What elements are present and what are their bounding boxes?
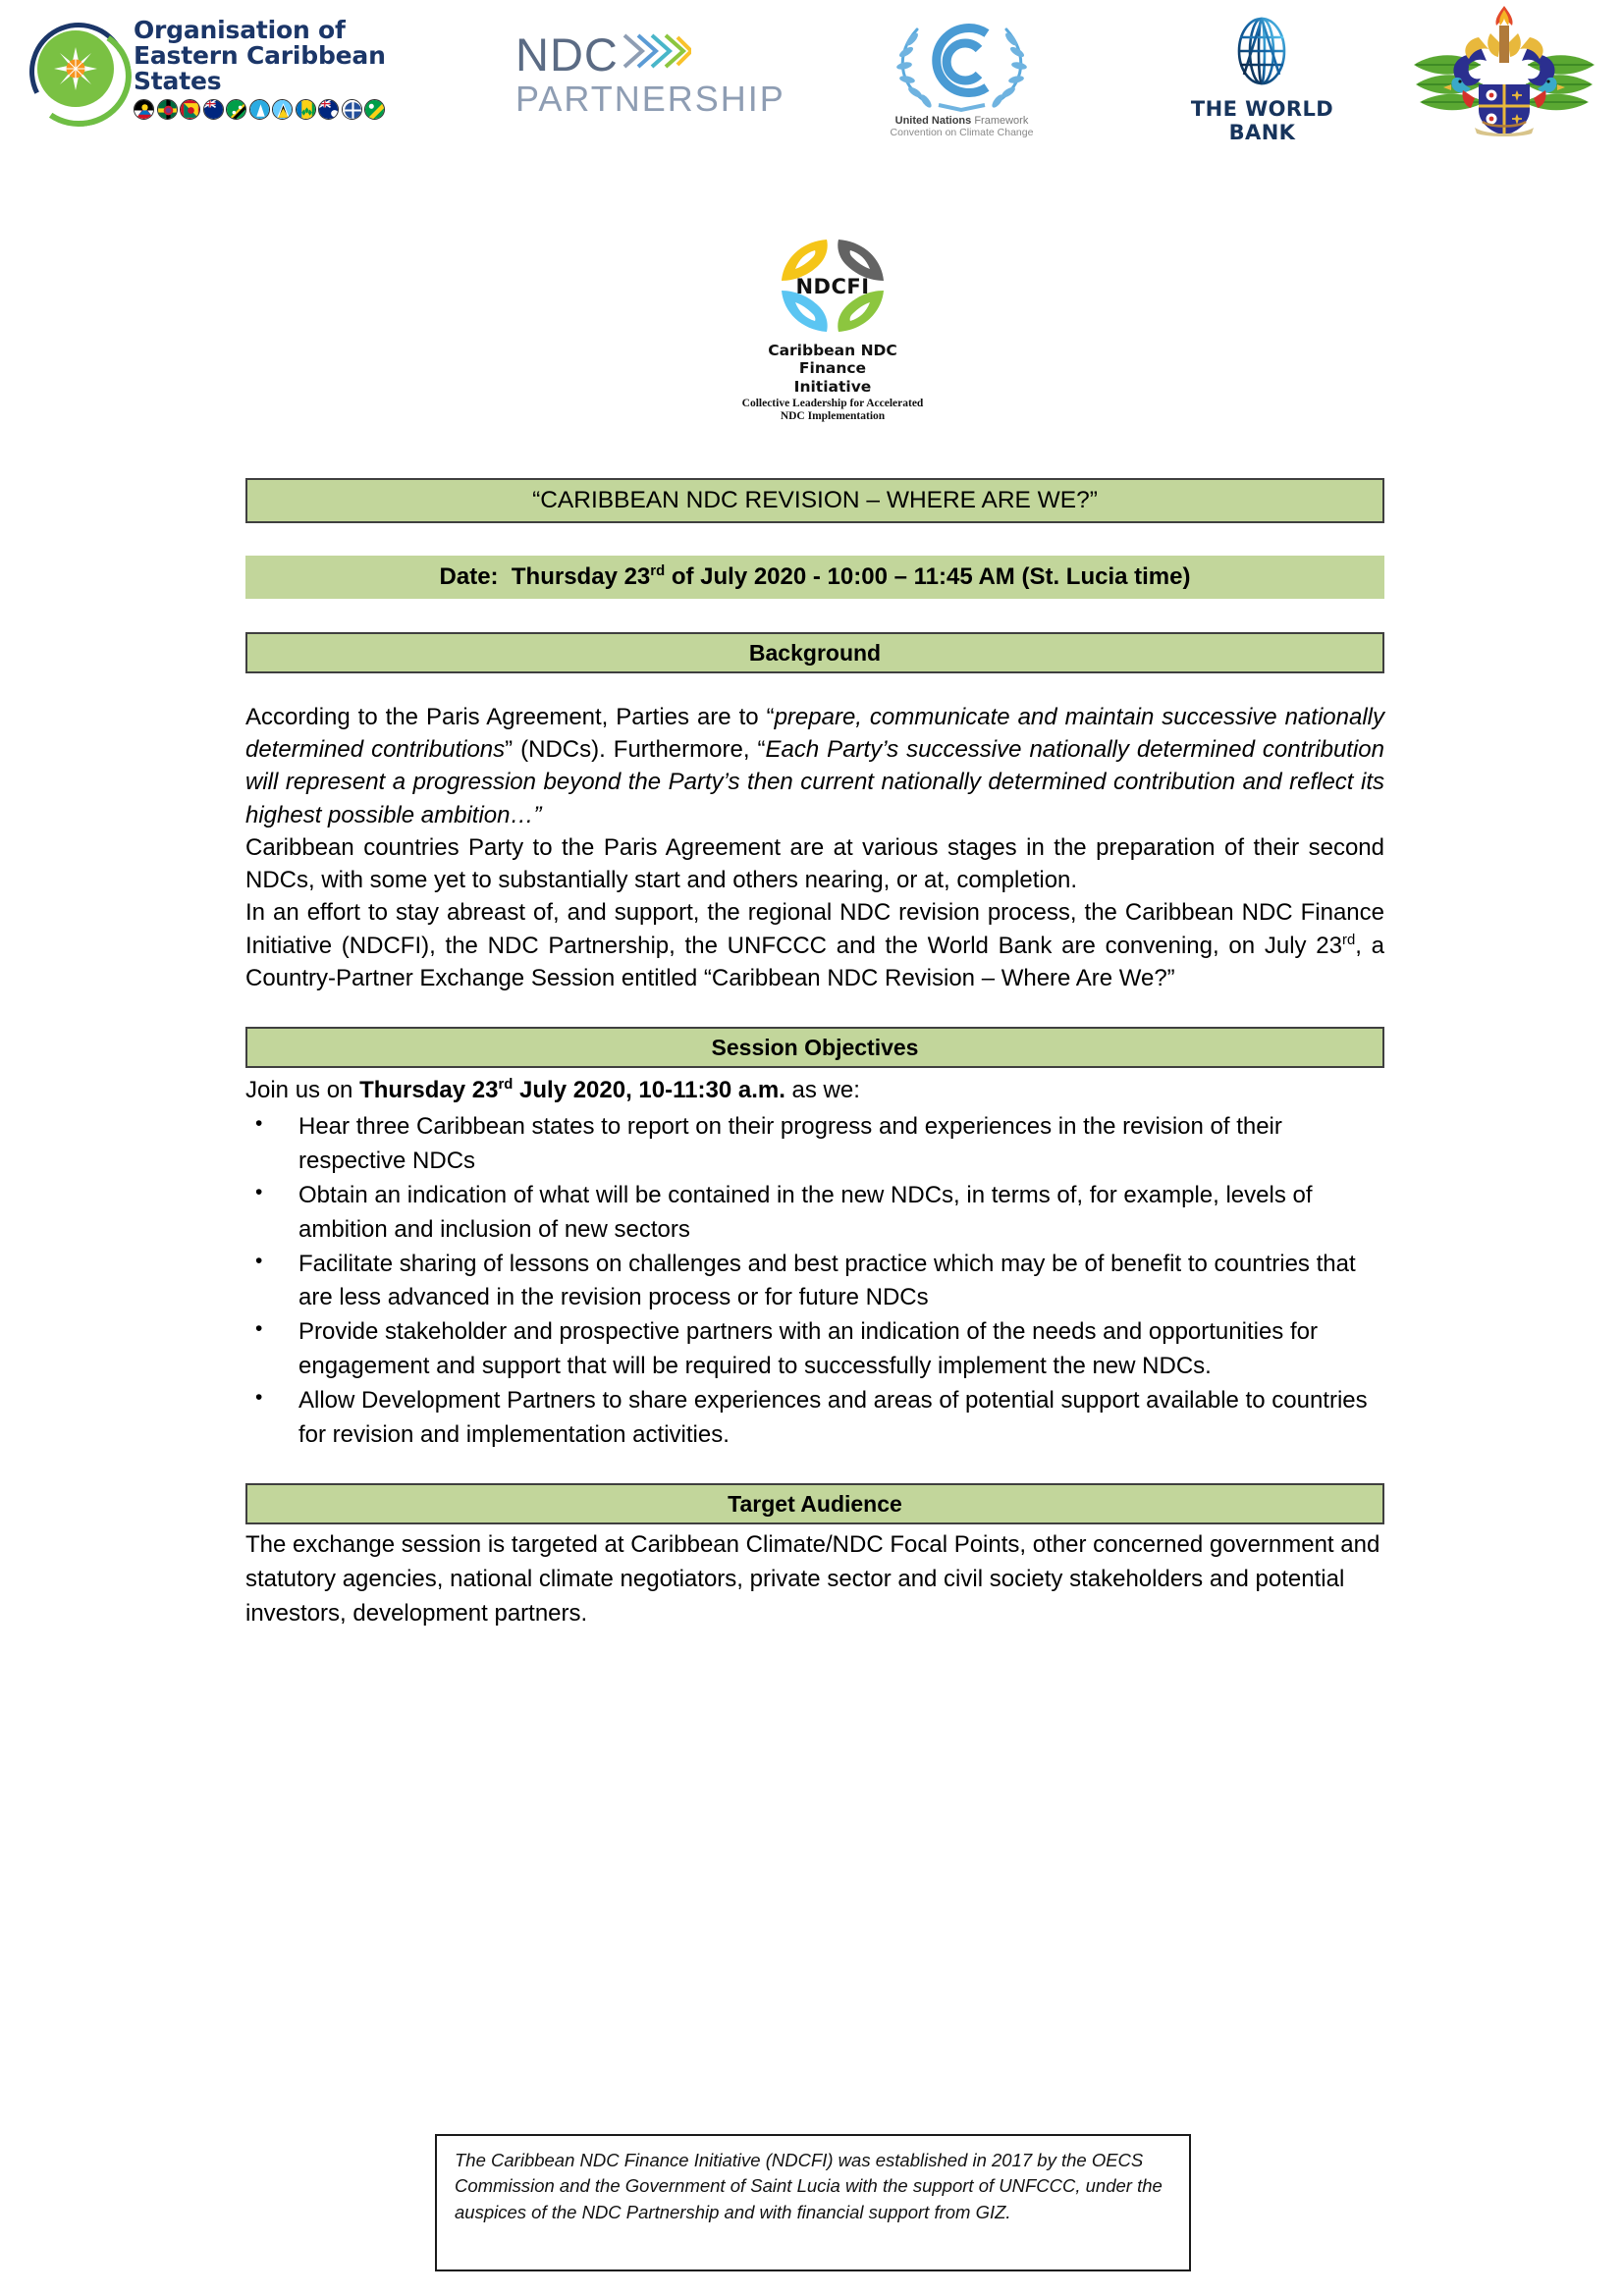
background-section: [245, 701, 1384, 994]
background-paragraph-2: Caribbean countries Party to the Paris Agreement are at various stages in the preparation of their second NDCs, with some yet to substantially start and others nearing, or at, completion.: [245, 833, 1384, 894]
ndcfi-logo: [734, 232, 931, 423]
unfccc-caption-light: Framework: [974, 115, 1029, 127]
bg-p1-part2: ” (NDCs). Furthermore, “: [505, 736, 766, 764]
session-title-band: [245, 478, 1384, 523]
flag-martinique-icon: [342, 99, 362, 120]
unfccc-logo: [856, 8, 1067, 137]
bg-p1-part3: ”: [533, 801, 542, 828]
objectives-heading-band: [245, 1027, 1384, 1068]
ndcfi-tagline-line-2: NDC Implementation: [780, 410, 886, 423]
list-item: • Obtain an indication of what will be contained in the new NDCs, in terms of, for example, levels of ambition and inclusion of new sectors: [245, 1179, 1384, 1248]
background-heading-text: Background: [748, 640, 882, 666]
audience-heading-band: [245, 1483, 1384, 1524]
background-paragraph-1: [245, 701, 1384, 831]
list-item: • Allow Development Partners to share experiences and areas of potential support available to countries for revision and implementation activities.: [245, 1384, 1384, 1453]
flag-dominica-icon: [157, 99, 178, 120]
objectives-intro-ordinal: rd: [498, 1077, 514, 1094]
audience-body-text: The exchange session is targeted at Caribbean Climate/NDC Focal Points, other concerned government and statutory agencies, national climate negotiators, private sector and civil society stakeholders and potential investors, development partners.: [245, 1531, 1380, 1627]
objectives-intro: [245, 1074, 1384, 1106]
session-title-text: “CARIBBEAN NDC REVISION – WHERE ARE WE?”: [532, 487, 1098, 513]
ndc-partnership-wordmark-ndc: NDC: [515, 27, 619, 80]
ndcfi-name-line-1: Caribbean NDC Finance: [768, 342, 897, 378]
ndcfi-name-line-2: Initiative: [793, 377, 872, 396]
bg-p3-part1: In an effort to stay abreast of, and support, the regional NDC revision process, the Caribbean NDC Finance Initiative (NDCFI), the NDC Partnership, the UNFCCC and the World Bank are convening, on July 23: [245, 899, 1384, 959]
bg-p1-quote1: prepare, communicate and maintain successive nationally determined contributions: [245, 704, 1384, 764]
objectives-list: [245, 1110, 1384, 1452]
list-item: • Hear three Caribbean states to report on their progress and experiences in the revision of their respective NDCs: [245, 1110, 1384, 1179]
bg-p3-ordinal: rd: [1342, 932, 1356, 948]
objectives-heading-text: Session Objectives: [711, 1035, 919, 1061]
flag-saint-lucia-icon: [272, 99, 293, 120]
audience-heading-text: Target Audience: [728, 1491, 902, 1518]
bg-p3-part2: , a Country-Partner Exchange Session entitled “Caribbean NDC Revision – Where Are We?”: [245, 932, 1385, 991]
bg-p1-quote2: Each Party’s successive nationally determined contribution will represent a progression beyond the Party’s then current nationally determined contribution and reflect its highest possible ambition…: [245, 736, 1384, 828]
unfccc-caption-bold: United Nations: [894, 115, 972, 127]
world-bank-logo: [1157, 14, 1368, 144]
oecs-name-line-2: Eastern Caribbean States: [134, 41, 386, 95]
flag-guadeloupe-icon: [364, 99, 385, 120]
objectives-intro-prefix: Join us on: [245, 1077, 360, 1104]
ndc-partnership-logo: [515, 29, 800, 128]
document-body: [245, 478, 1384, 1631]
unfccc-emblem-icon: [856, 8, 1067, 114]
objectives-intro-suffix: as we:: [784, 1077, 860, 1104]
objectives-intro-bold-2: July 2020, 10-11:30 a.m.: [513, 1077, 785, 1104]
world-bank-wordmark: THE WORLD BANK: [1190, 97, 1334, 144]
ndc-partnership-wordmark-partnership: PARTNERSHIP: [515, 79, 785, 119]
flag-grenada-icon: [180, 99, 200, 120]
flag-saint-kitts-nevis-icon: [226, 99, 246, 120]
list-item: • Facilitate sharing of lessons on challenges and best practice which may be of benefit to countries that are less advanced in the revision process or for future NDCs: [245, 1248, 1384, 1316]
flag-antigua-barbuda-icon: [134, 99, 154, 120]
ndcfi-tagline-line-1: Collective Leadership for Accelerated: [741, 397, 924, 409]
ndcfi-acronym: NDCFI: [795, 275, 870, 298]
coat-of-arms-icon: [1406, 4, 1602, 136]
ndcfi-petals-icon: [774, 232, 892, 340]
oecs-member-flags: [134, 99, 460, 120]
bg-p1-part1: According to the Paris Agreement, Parties are to “: [245, 704, 775, 730]
background-paragraph-3: [245, 896, 1384, 994]
background-heading-band: [245, 632, 1384, 673]
flag-anguilla-icon: [203, 99, 224, 120]
world-bank-globe-icon: [1157, 14, 1368, 90]
oecs-name-line-1: Organisation of: [134, 16, 346, 44]
ndcfi-footer-note: [435, 2134, 1191, 2271]
flag-saint-vincent-grenadines-icon: [296, 99, 316, 120]
oecs-sun-icon: [54, 47, 97, 90]
flag-british-virgin-islands-icon: [318, 99, 339, 120]
session-date-band: [245, 556, 1384, 599]
unfccc-caption: [856, 115, 1067, 138]
saint-lucia-coat-of-arms: [1406, 4, 1602, 136]
unfccc-caption-line-2: Convention on Climate Change: [890, 127, 1034, 138]
partner-logo-row: [0, 0, 1623, 423]
oecs-emblem-icon: [27, 21, 124, 117]
oecs-logo: [27, 18, 460, 131]
objectives-intro-bold-1: Thursday 23: [359, 1077, 499, 1104]
session-date-label: Date:: [439, 563, 499, 590]
session-date-value: Thursday 23rd of July 2020 - 10:00 – 11:45 AM (St. Lucia time): [511, 563, 1191, 590]
ndc-partnership-chevron-icon: [622, 29, 691, 79]
footer-note-text: The Caribbean NDC Finance Initiative (NDCFI) was established in 2017 by the OECS Commission and the Government of Saint Lucia with the support of UNFCCC, under the auspices of the NDC Partnership and with financial support from GIZ.: [455, 2150, 1163, 2222]
flag-montserrat-icon: [249, 99, 270, 120]
list-item: • Provide stakeholder and prospective partners with an indication of the needs and opportunities for engagement and support that will be required to successfully implement the new NDCs.: [245, 1315, 1384, 1384]
